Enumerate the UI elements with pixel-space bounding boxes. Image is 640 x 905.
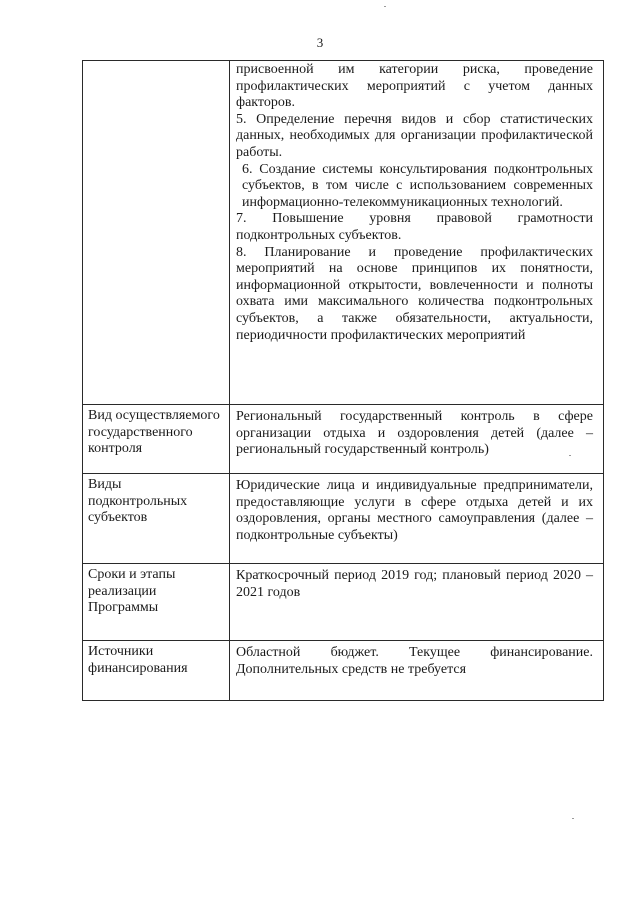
scan-speck (572, 818, 574, 819)
table-row-subject-types (83, 474, 604, 564)
measure-item-6: 6. Создание системы консультирования подконтрольных субъектов, в том числе с использованием современных информационно-телекоммуникационных технологий. (242, 161, 593, 210)
subject-types-value: Юридические лица и индивидуальные предприниматели, предоставляющие услуги в сфере отдыха детей и их оздоровления, органы местного самоуправления (далее – подконтрольные субъекты) (230, 474, 604, 564)
scan-speck (384, 6, 386, 7)
program-passport-table (82, 60, 604, 701)
financing-value: Областной бюджет. Текущее финансирование. Дополнительных средств не требуется (230, 641, 604, 701)
measure-item-4-continuation: присвоенной им категории риска, проведение профилактических мероприятий с учетом данных факторов. (236, 62, 593, 111)
measures-label-cell (83, 61, 230, 405)
table-row-financing (83, 641, 604, 701)
measure-item-7: 7. Повышение уровня правовой грамотности подконтрольных субъектов. (236, 211, 593, 243)
table-row-terms (83, 564, 604, 641)
control-type-label: Вид осуществляемого государственного контроля (83, 405, 230, 474)
table-row-control-type (83, 405, 604, 474)
measure-item-8: 8. Планирование и проведение профилактических мероприятий на основе принципов их понятности, информационной открытости, вовлеченности и полноты охвата ими максимального количества подконтрольных субъектов, а также обязательности, актуальности, периодичности профилактических мероприятий (236, 244, 593, 343)
measures-value-cell (230, 61, 604, 405)
scan-speck (569, 455, 571, 456)
terms-value: Краткосрочный период 2019 год; плановый период 2020 – 2021 годов (230, 564, 604, 641)
control-type-value: Региональный государственный контроль в сфере организации отдыха и оздоровления детей (далее – региональный государственный контроль) (230, 405, 604, 474)
page-number: 3 (316, 35, 324, 50)
table-row-measures (83, 61, 604, 405)
measure-item-5: 5. Определение перечня видов и сбор статистических данных, необходимых для организации профилактической работы. (236, 111, 593, 160)
terms-label: Сроки и этапы реализации Программы (83, 564, 230, 641)
financing-label: Источники финансирования (83, 641, 230, 701)
subject-types-label: Виды подконтрольных субъектов (83, 474, 230, 564)
